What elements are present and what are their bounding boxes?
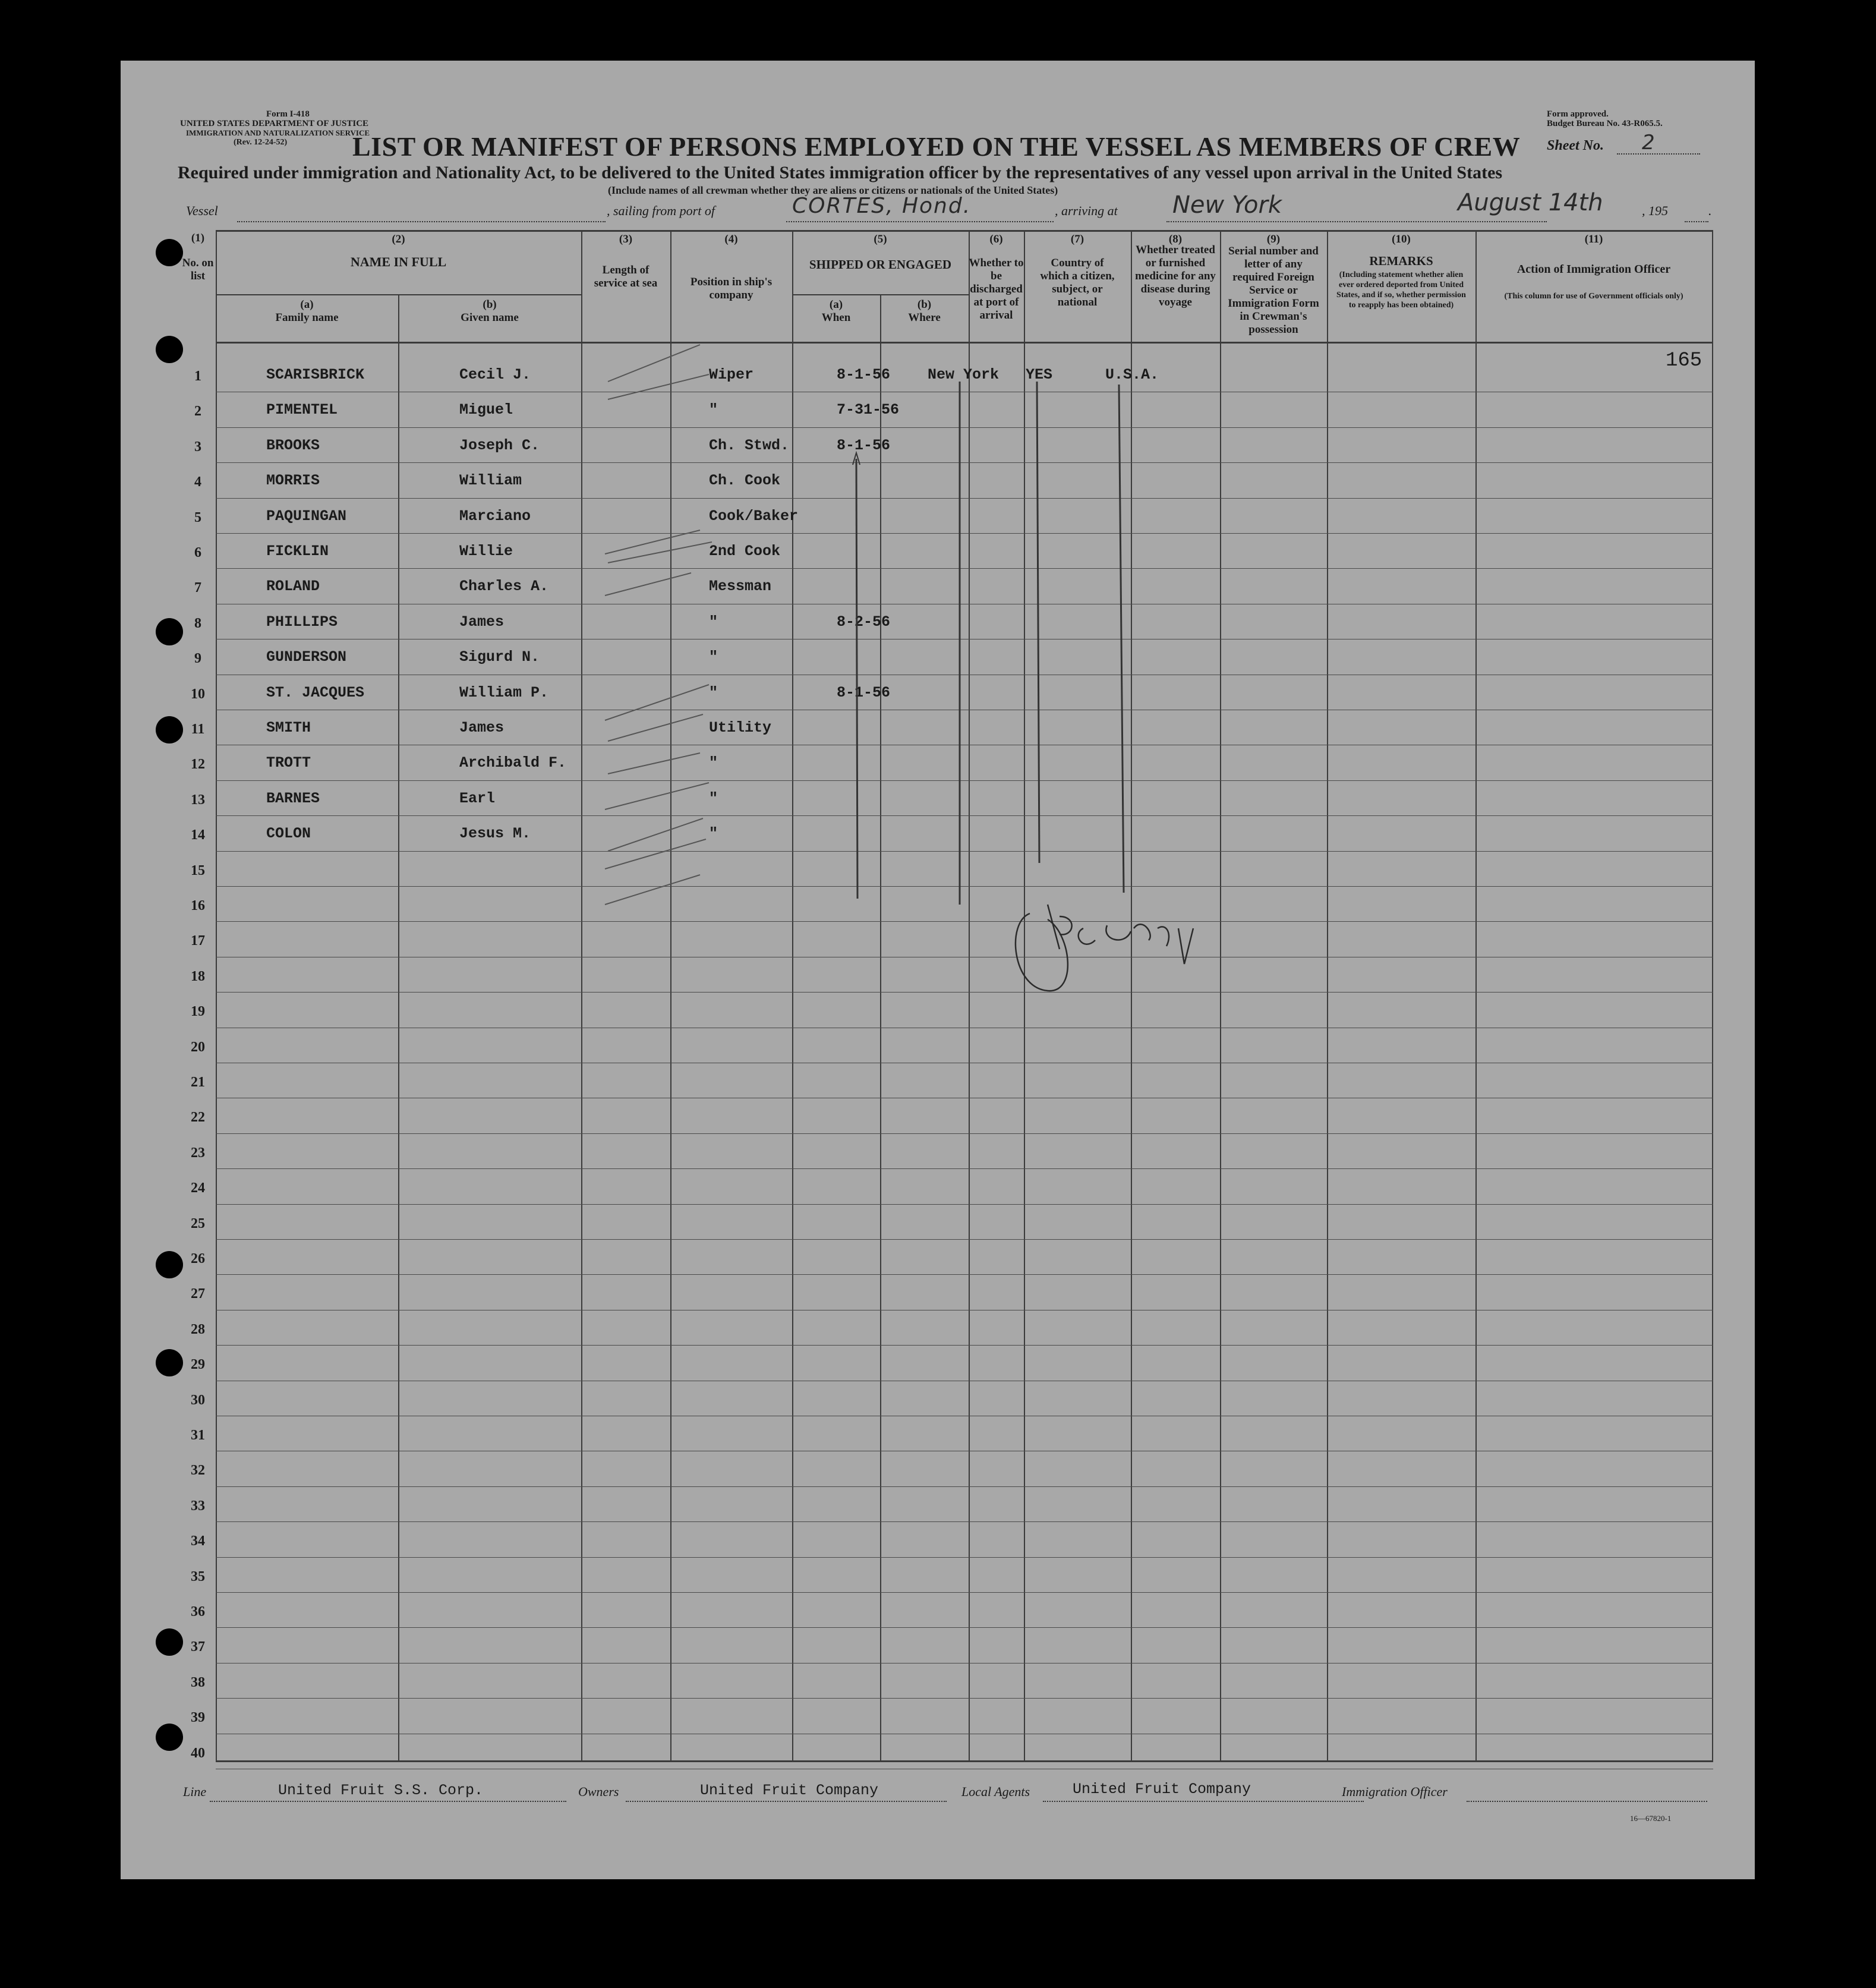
include-note: (Include names of all crewman whether they are aliens or citizens or nationals of the United States) bbox=[608, 184, 1058, 196]
punch-hole bbox=[156, 1628, 183, 1656]
scribble-line bbox=[605, 530, 700, 554]
col8-number: (8) bbox=[1168, 233, 1183, 245]
scribble-line bbox=[605, 573, 691, 596]
scribble-line bbox=[608, 753, 700, 774]
row-number: 1 bbox=[194, 368, 201, 384]
punch-hole bbox=[156, 239, 183, 266]
cell-family: SMITH bbox=[266, 719, 311, 736]
cell-given: Archibald F. bbox=[459, 754, 567, 772]
sheet-number: 2 bbox=[1642, 131, 1655, 155]
year-prefix: , 195 bbox=[1642, 203, 1668, 218]
scribble-line bbox=[605, 839, 706, 869]
pencil-marks bbox=[121, 61, 1755, 1879]
cell-given: Earl bbox=[459, 789, 496, 807]
col6-number: (6) bbox=[989, 233, 1003, 245]
ditto-lines bbox=[856, 382, 1124, 905]
row-number: 19 bbox=[191, 1004, 205, 1020]
cell-position: " bbox=[709, 789, 718, 807]
cell-family: ROLAND bbox=[266, 578, 320, 596]
cell-family: PAQUINGAN bbox=[266, 507, 347, 525]
row-number: 32 bbox=[191, 1463, 205, 1479]
cell-country: U.S.A. bbox=[1105, 366, 1159, 383]
cell-when: 8-1-56 bbox=[837, 436, 891, 454]
cell-family: SCARISBRICK bbox=[266, 366, 365, 383]
cell-when: 8-1-56 bbox=[837, 366, 891, 383]
cell-position: Messman bbox=[709, 578, 772, 596]
owners-label: Owners bbox=[578, 1784, 619, 1799]
cell-family: PHILLIPS bbox=[266, 613, 338, 631]
sailing-label: , sailing from port of bbox=[607, 203, 715, 218]
sailing-port: CORTES, Hond. bbox=[792, 194, 972, 218]
cell-given: William P. bbox=[459, 683, 549, 701]
cell-given: Sigurd N. bbox=[459, 648, 540, 666]
row-number: 34 bbox=[191, 1533, 205, 1549]
col2-number: (2) bbox=[392, 233, 405, 245]
col9-header: Serial number and letter of any required Foreign Service or Immigration Form in Crewman's possession bbox=[1228, 245, 1319, 336]
signature bbox=[1016, 905, 1193, 991]
scribble-line bbox=[608, 714, 703, 741]
col7-number: (7) bbox=[1070, 233, 1084, 245]
row-number: 24 bbox=[191, 1180, 205, 1196]
row-number: 25 bbox=[191, 1215, 205, 1231]
cell-position: Ch. Cook bbox=[709, 472, 781, 490]
col11-header: Action of Immigration Officer bbox=[1516, 263, 1671, 276]
row-number: 36 bbox=[191, 1604, 205, 1620]
col2b-header: Given name bbox=[461, 311, 519, 324]
cell-family: MORRIS bbox=[266, 472, 320, 490]
service-scribbles bbox=[605, 345, 712, 905]
row-number: 14 bbox=[191, 827, 205, 843]
year-dot: . bbox=[1708, 203, 1712, 218]
col11-note: (This column for use of Government officials only) bbox=[1504, 292, 1683, 301]
row-number: 22 bbox=[191, 1110, 205, 1126]
scribble-line bbox=[608, 542, 712, 563]
row-number: 6 bbox=[194, 545, 201, 560]
col10-note: (Including statement whether alien ever ordered deported from United States, and if so, whether permission to reapply has been obtained) bbox=[1336, 270, 1466, 310]
arriving-label: , arriving at bbox=[1055, 203, 1118, 218]
row-number: 16 bbox=[191, 898, 205, 913]
row-number: 18 bbox=[191, 968, 205, 984]
col8-header: Whether treated or furnished medicine for any disease during voyage bbox=[1135, 244, 1216, 308]
scribble-line bbox=[608, 374, 709, 399]
row-number: 38 bbox=[191, 1674, 205, 1690]
scribble-line bbox=[605, 783, 709, 809]
col10-number: (10) bbox=[1392, 233, 1411, 245]
row-number: 23 bbox=[191, 1145, 205, 1161]
punch-hole bbox=[156, 1251, 183, 1278]
owners-line bbox=[626, 1801, 947, 1802]
cell-given: Joseph C. bbox=[459, 436, 540, 454]
when-ditto-line bbox=[856, 459, 857, 899]
line-value: United Fruit S.S. Corp. bbox=[278, 1782, 484, 1799]
col2a-letter: (a) bbox=[300, 298, 314, 311]
col5a-letter: (a) bbox=[829, 298, 843, 311]
owners-value: United Fruit Company bbox=[700, 1782, 879, 1799]
cell-given: Miguel bbox=[459, 401, 513, 419]
col5b-letter: (b) bbox=[917, 298, 932, 311]
row-number: 28 bbox=[191, 1321, 205, 1337]
row-number: 2 bbox=[194, 404, 201, 420]
cell-family: BROOKS bbox=[266, 436, 320, 454]
cell-given: Cecil J. bbox=[459, 366, 531, 383]
line-label: Line bbox=[183, 1784, 207, 1799]
row-number: 9 bbox=[194, 651, 201, 667]
cell-position: " bbox=[709, 648, 718, 666]
cell-position: " bbox=[709, 401, 718, 419]
line-line bbox=[210, 1801, 566, 1802]
form-approved: Form approved. bbox=[1547, 109, 1609, 119]
punch-hole bbox=[156, 716, 183, 743]
row-number: 10 bbox=[191, 686, 205, 702]
col2b-letter: (b) bbox=[483, 298, 497, 311]
cell-when: 7-31-56 bbox=[837, 401, 900, 419]
cell-position: " bbox=[709, 754, 718, 772]
footer-code: 16—67820-1 bbox=[1630, 1814, 1672, 1823]
col3-header: Length of service at sea bbox=[594, 264, 658, 289]
row-number: 7 bbox=[194, 580, 201, 596]
department-name: UNITED STATES DEPARTMENT OF JUSTICE bbox=[180, 119, 369, 128]
row-number: 31 bbox=[191, 1428, 205, 1443]
scribble-line bbox=[608, 345, 700, 382]
scribble-line bbox=[605, 875, 700, 905]
cell-given: James bbox=[459, 719, 505, 736]
scribble-line bbox=[605, 685, 709, 720]
punch-hole bbox=[156, 618, 183, 645]
cell-family: BARNES bbox=[266, 789, 320, 807]
cell-position: Utility bbox=[709, 719, 772, 736]
agents-label: Local Agents bbox=[961, 1784, 1030, 1799]
stamp-number: 165 bbox=[1666, 349, 1702, 372]
cell-position: " bbox=[709, 613, 718, 631]
cell-given: William bbox=[459, 472, 522, 490]
service-name: IMMIGRATION AND NATURALIZATION SERVICE bbox=[186, 128, 370, 137]
country-ditto-line bbox=[1119, 385, 1124, 893]
agents-value: United Fruit Company bbox=[1073, 1781, 1251, 1798]
officer-line bbox=[1467, 1801, 1707, 1802]
scribble-line bbox=[608, 818, 703, 851]
col2-header: NAME IN FULL bbox=[350, 254, 447, 269]
row-number: 3 bbox=[194, 439, 201, 455]
col5b-header: Where bbox=[908, 311, 941, 324]
row-number: 4 bbox=[194, 474, 201, 490]
row-number: 13 bbox=[191, 792, 205, 808]
col1-header: No. on list bbox=[182, 257, 214, 282]
officer-label: Immigration Officer bbox=[1342, 1784, 1448, 1799]
cell-position: " bbox=[709, 825, 718, 843]
row-number: 33 bbox=[191, 1498, 205, 1514]
cell-given: Jesus M. bbox=[459, 825, 531, 843]
row-number: 39 bbox=[191, 1710, 205, 1726]
row-number: 30 bbox=[191, 1392, 205, 1408]
col5-header: SHIPPED OR ENGAGED bbox=[809, 257, 952, 272]
cell-discharged: YES bbox=[1026, 366, 1053, 383]
col7-header: Country of which a citizen, subject, or national bbox=[1040, 257, 1115, 308]
row-number: 5 bbox=[194, 509, 201, 525]
row-number: 40 bbox=[191, 1745, 205, 1761]
agents-line bbox=[1043, 1801, 1364, 1802]
col10-header: REMARKS bbox=[1369, 254, 1433, 268]
cell-when: 8-2-56 bbox=[837, 613, 891, 631]
cell-family: TROTT bbox=[266, 754, 311, 772]
row-number: 12 bbox=[191, 757, 205, 773]
col6-header: Whether to be discharged at port of arrival bbox=[969, 257, 1024, 322]
row-number: 35 bbox=[191, 1568, 205, 1584]
col4-number: (4) bbox=[724, 233, 738, 245]
page-title: LIST OR MANIFEST OF PERSONS EMPLOYED ON THE VESSEL AS MEMBERS OF CREW bbox=[352, 131, 1521, 162]
col5a-header: When bbox=[821, 311, 851, 324]
manifest-page bbox=[121, 61, 1755, 1879]
col9-number: (9) bbox=[1266, 233, 1281, 245]
col11-number: (11) bbox=[1584, 233, 1603, 245]
form-revision: (Rev. 12-24-52) bbox=[234, 138, 288, 147]
cell-given: Marciano bbox=[459, 507, 531, 525]
punch-hole bbox=[156, 1349, 183, 1376]
cell-family: ST. JACQUES bbox=[266, 683, 365, 701]
form-number: Form I-418 bbox=[266, 109, 310, 119]
row-number: 26 bbox=[191, 1251, 205, 1266]
sheet-label: Sheet No. bbox=[1547, 138, 1604, 153]
cell-position: Cook/Baker bbox=[709, 507, 799, 525]
discharged-ditto-line bbox=[1037, 382, 1039, 863]
arriving-port: New York bbox=[1172, 191, 1282, 219]
row-number: 15 bbox=[191, 862, 205, 878]
row-number: 8 bbox=[194, 615, 201, 631]
row-number: 21 bbox=[191, 1075, 205, 1090]
col1-number: (1) bbox=[191, 232, 205, 244]
cell-position: Ch. Stwd. bbox=[709, 436, 790, 454]
col4-header: Position in ship's company bbox=[690, 276, 773, 301]
cell-where: New York bbox=[928, 366, 1000, 383]
col2a-header: Family name bbox=[275, 311, 339, 324]
cell-family: PIMENTEL bbox=[266, 401, 338, 419]
row-number: 29 bbox=[191, 1357, 205, 1373]
cell-given: James bbox=[459, 613, 505, 631]
cell-family: FICKLIN bbox=[266, 543, 329, 560]
row-number: 20 bbox=[191, 1039, 205, 1055]
cell-family: COLON bbox=[266, 825, 311, 843]
punch-hole bbox=[156, 1724, 183, 1751]
cell-given: Charles A. bbox=[459, 578, 549, 596]
cell-position: " bbox=[709, 683, 718, 701]
row-number: 27 bbox=[191, 1286, 205, 1302]
row-number: 11 bbox=[191, 722, 205, 737]
cell-position: 2nd Cook bbox=[709, 543, 781, 560]
cell-position: Wiper bbox=[709, 366, 754, 383]
arrival-date: August 14th bbox=[1458, 189, 1603, 216]
budget-bureau-no: Budget Bureau No. 43-R065.5. bbox=[1547, 119, 1663, 128]
col5-number: (5) bbox=[874, 233, 887, 245]
vessel-label: Vessel bbox=[186, 203, 218, 218]
subtitle: Required under immigration and Nationality Act, to be delivered to the United States immigration officer by the representatives of any vessel upon arrival in the United States bbox=[178, 163, 1503, 182]
col3-number: (3) bbox=[619, 233, 633, 245]
punch-hole bbox=[156, 336, 183, 363]
cell-family: GUNDERSON bbox=[266, 648, 347, 666]
row-number: 17 bbox=[191, 933, 205, 949]
cell-when: 8-1-56 bbox=[837, 683, 891, 701]
cell-given: Willie bbox=[459, 543, 513, 560]
row-number: 37 bbox=[191, 1639, 205, 1655]
